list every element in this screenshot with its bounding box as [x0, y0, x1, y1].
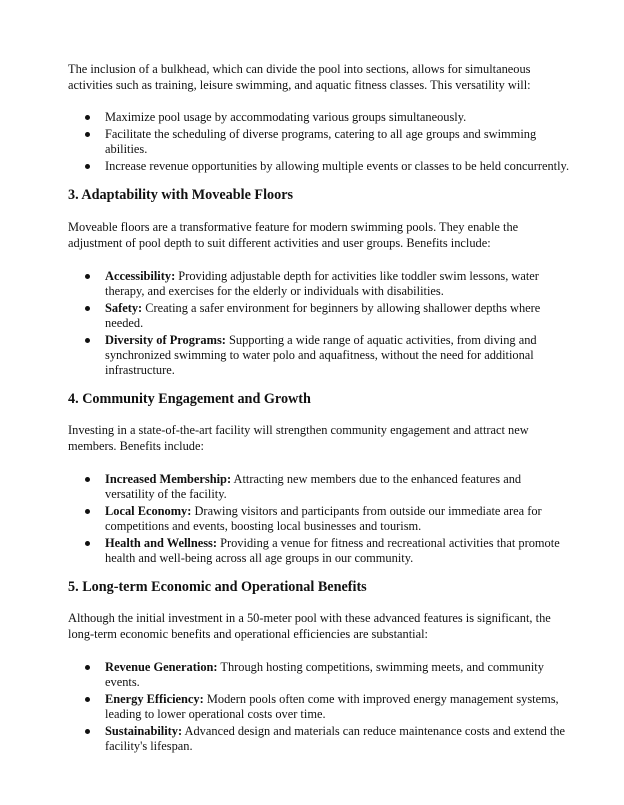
bullet-label: Diversity of Programs:	[105, 333, 226, 347]
bullet-text: Drawing visitors and participants from outside our immediate area for competitions and events, boosting local businesses and tourism.	[105, 504, 542, 533]
bullet-label: Increased Membership:	[105, 472, 232, 486]
bullet-icon	[85, 306, 90, 311]
bullet-icon	[85, 541, 90, 546]
bullet-text: Supporting a wide range of aquatic activities, from diving and synchronized swimming to water polo and aquafitness, without the need for additional infrastructure.	[105, 333, 537, 377]
bullet-icon	[85, 697, 90, 702]
list-item	[68, 536, 572, 566]
bullet-text: Through hosting competitions, swimming meets, and community events.	[105, 660, 544, 689]
list-item	[68, 660, 572, 690]
bullet-label: Health and Wellness:	[105, 536, 217, 550]
bullet-text: Creating a safer environment for beginners by allowing shallower depths where needed.	[105, 301, 541, 330]
bullet-text: Providing adjustable depth for activities like toddler swim lessons, water therapy, and exercises for the elderly or individuals with disabilities.	[105, 269, 539, 298]
list-item	[68, 269, 572, 299]
intro-bullet-list	[68, 110, 572, 174]
bullet-text: Advanced design and materials can reduce maintenance costs and extend the facility's lifespan.	[105, 724, 566, 753]
section-bullet-list	[68, 660, 572, 754]
bullet-label: Accessibility:	[105, 269, 176, 283]
bullet-icon	[85, 115, 90, 120]
bullet-text: Attracting new members due to the enhanced features and versatility of the facility.	[105, 472, 522, 501]
section-paragraph: Moveable floors are a transformative feature for modern swimming pools. They enable the adjustment of pool depth to suit different activities and user groups. Benefits include:	[68, 220, 519, 250]
list-item	[68, 127, 572, 157]
bullet-label: Revenue Generation:	[105, 660, 218, 674]
bullet-text: Maximize pool usage by accommodating various groups simultaneously.	[105, 110, 467, 124]
section-heading-economic-benefits: 5. Long-term Economic and Operational Benefits	[68, 579, 367, 595]
bullet-icon	[85, 164, 90, 169]
bullet-text: Modern pools often come with improved energy management systems, leading to lower operational costs over time.	[105, 692, 559, 721]
bullet-label: Safety:	[105, 301, 143, 315]
list-item	[68, 472, 572, 502]
section-heading-moveable-floors: 3. Adaptability with Moveable Floors	[68, 187, 294, 203]
list-item	[68, 504, 572, 534]
list-item	[68, 301, 572, 331]
bullet-text: Increase revenue opportunities by allowing multiple events or classes to be held concurrently.	[105, 159, 570, 173]
list-item	[68, 159, 572, 174]
list-item	[68, 692, 572, 722]
bullet-label: Sustainability:	[105, 724, 183, 738]
bullet-icon	[85, 665, 90, 670]
bullet-label: Local Economy:	[105, 504, 192, 518]
section-heading-community-engagement: 4. Community Engagement and Growth	[68, 391, 311, 407]
bullet-text: Facilitate the scheduling of diverse programs, catering to all age groups and swimming abilities.	[105, 127, 537, 156]
bullet-label: Energy Efficiency:	[105, 692, 204, 706]
bullet-text: Providing a venue for fitness and recreational activities that promote health and well-being across all age groups in our community.	[105, 536, 560, 565]
intro-paragraph: The inclusion of a bulkhead, which can divide the pool into sections, allows for simultaneous activities such as training, leisure swimming, and aquatic fitness classes. This versatility will:	[68, 62, 531, 92]
section-paragraph: Although the initial investment in a 50-meter pool with these advanced features is significant, the long-term economic benefits and operational efficiencies are substantial:	[68, 611, 551, 641]
list-item	[68, 724, 572, 754]
list-item	[68, 110, 572, 125]
section-paragraph: Investing in a state-of-the-art facility will strengthen community engagement and attract new members. Benefits include:	[68, 423, 529, 453]
bullet-icon	[85, 132, 90, 137]
bullet-icon	[85, 274, 90, 279]
bullet-icon	[85, 477, 90, 482]
bullet-icon	[85, 509, 90, 514]
section-bullet-list	[68, 472, 572, 566]
list-item	[68, 333, 572, 378]
section-bullet-list	[68, 269, 572, 378]
bullet-icon	[85, 729, 90, 734]
bullet-icon	[85, 338, 90, 343]
